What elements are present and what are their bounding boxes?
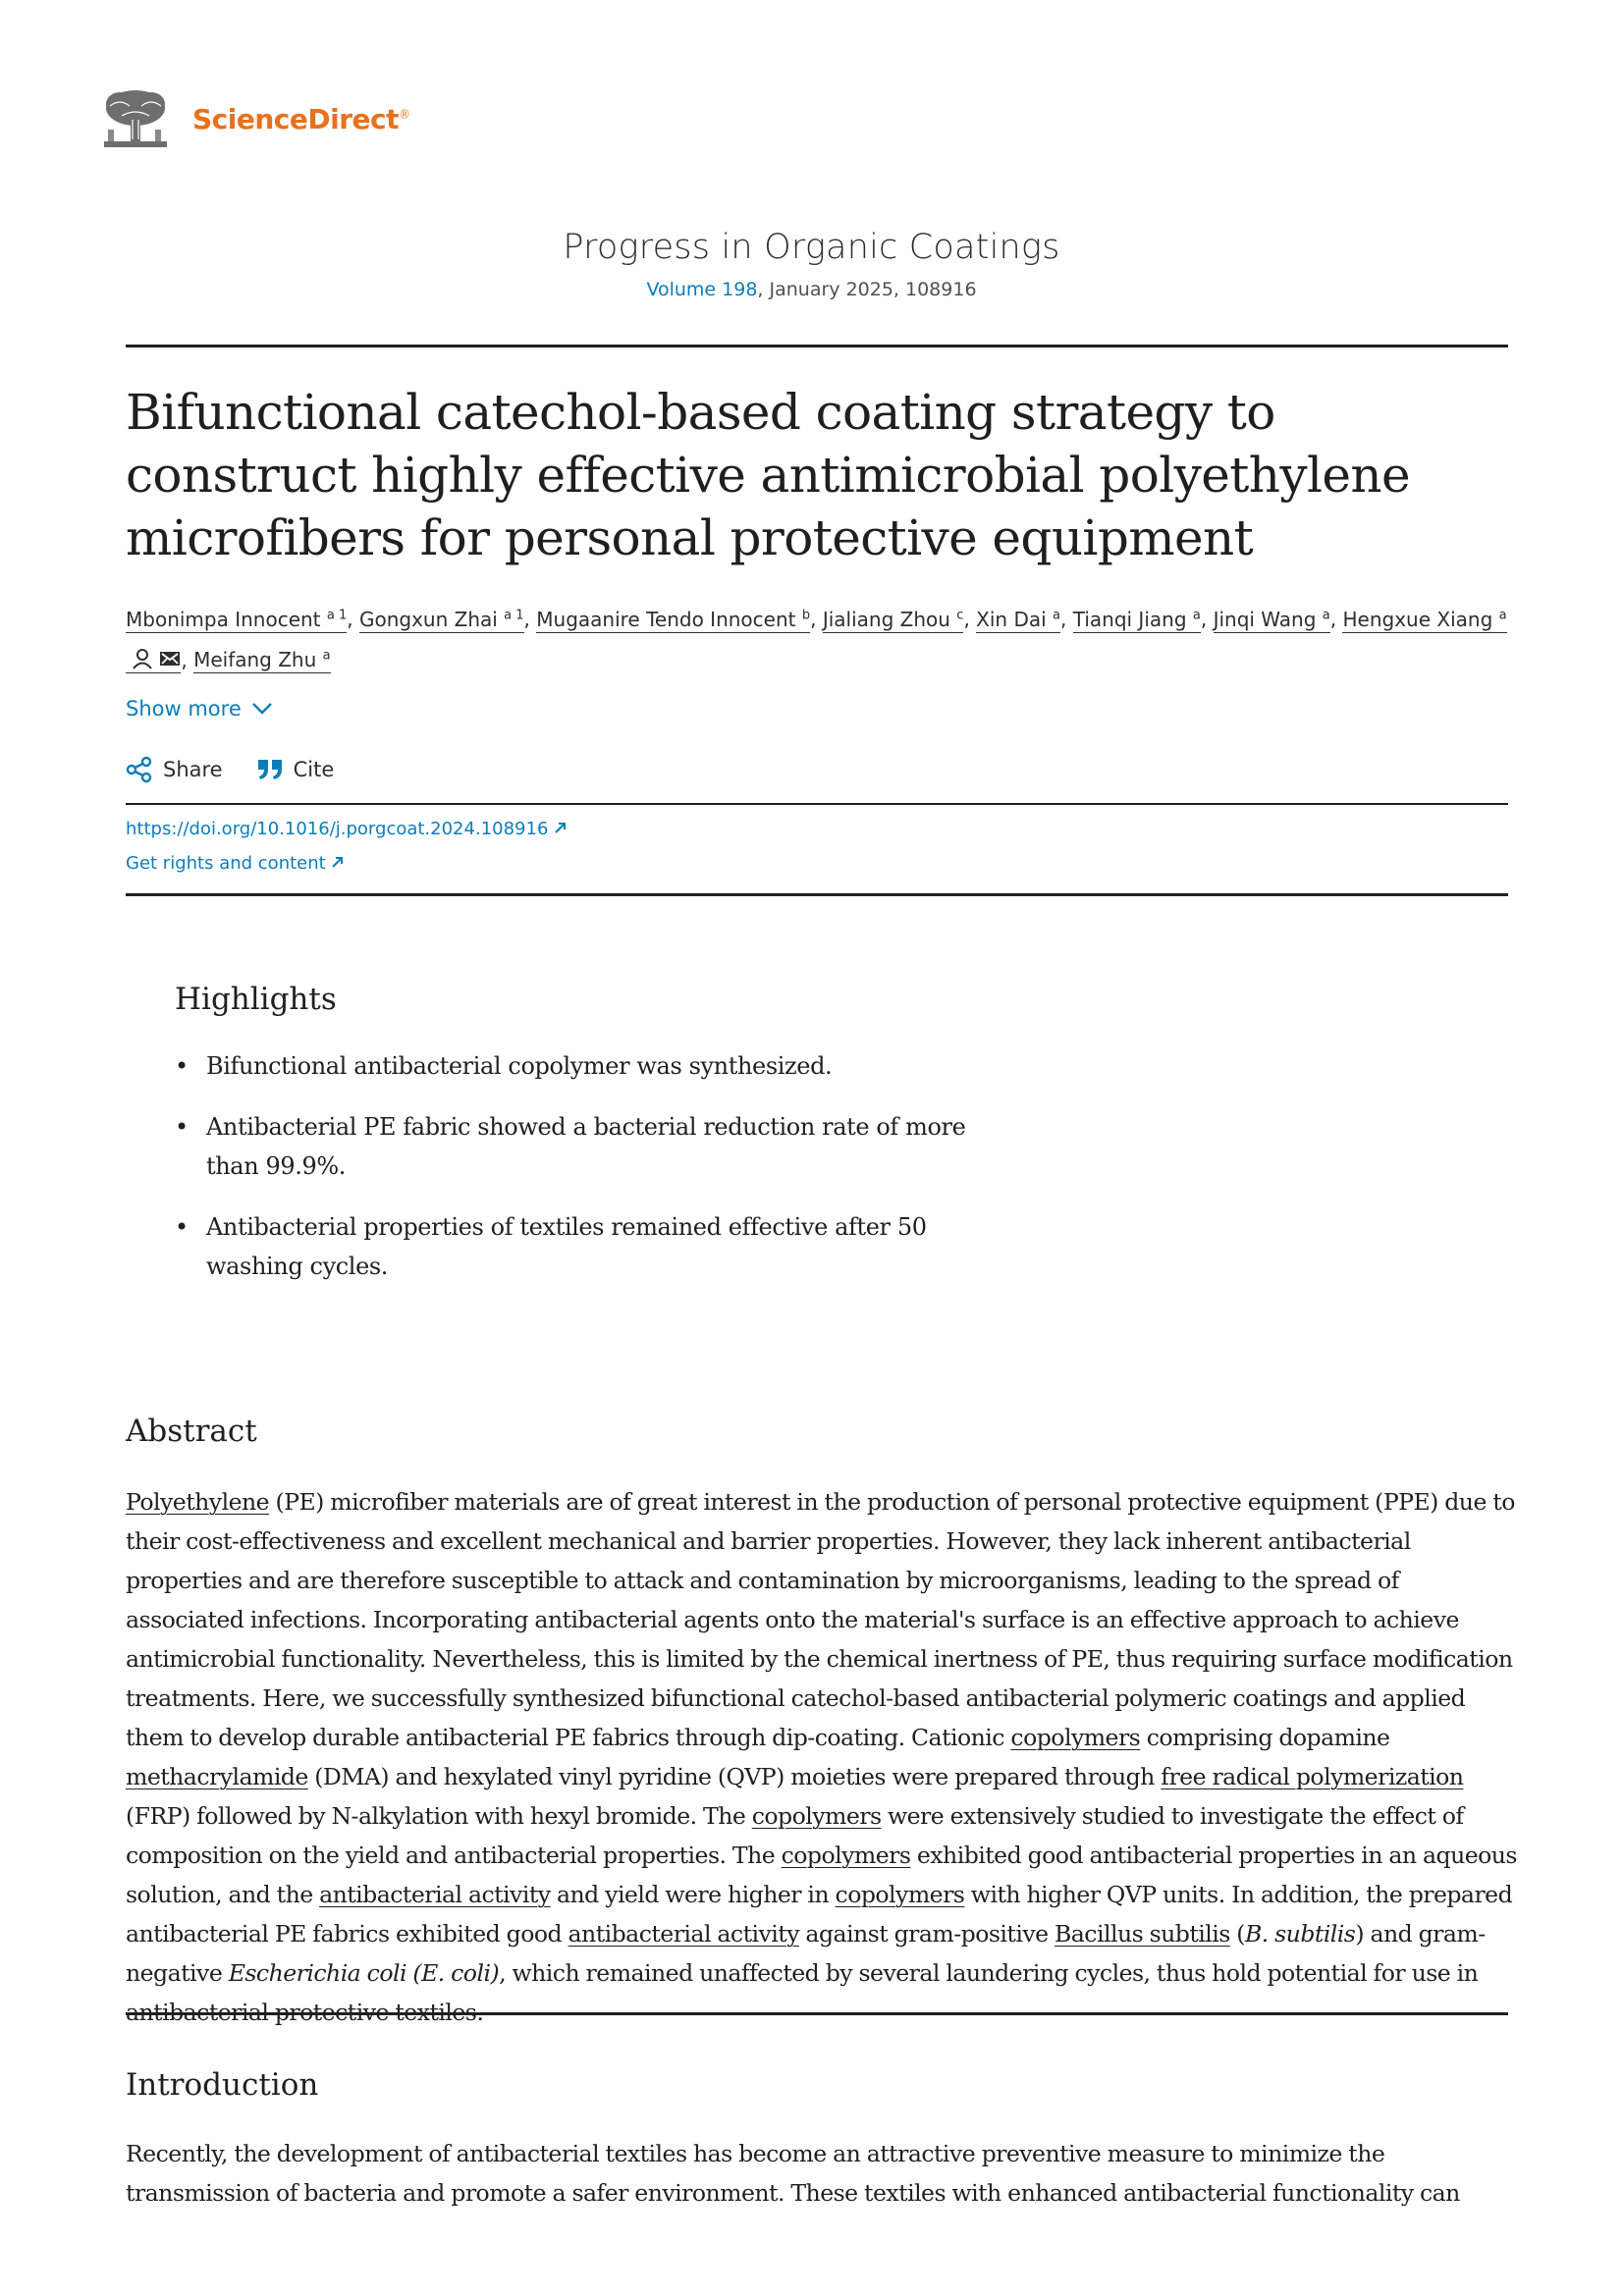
journal-title[interactable]: Progress in Organic Coatings [563, 228, 1060, 267]
issue-date: , January 2025, 108916 [757, 279, 977, 300]
elsevier-tree-icon [100, 86, 171, 151]
abstract-divider [126, 2012, 1508, 2015]
species-abbrev: B. subtilis [1244, 1920, 1356, 1948]
cite-label: Cite [293, 758, 335, 781]
highlight-item: • Bifunctional antibacterial copolymer was synthesized. [175, 1046, 1019, 1086]
actions-divider [126, 803, 1508, 805]
share-icon [126, 756, 153, 783]
term-link[interactable]: antibacterial activity [319, 1881, 551, 1908]
term-link[interactable]: methacrylamide [126, 1763, 308, 1790]
term-link[interactable]: free radical polymerization [1161, 1763, 1464, 1790]
author-link[interactable]: Tianqi Jiang $^a$ [1072, 607, 1201, 631]
highlights-list [175, 1046, 1019, 1308]
term-link[interactable]: Bacillus subtilis [1054, 1920, 1230, 1948]
sciencedirect-logo[interactable] [100, 86, 410, 151]
term-link[interactable]: copolymers [1010, 1724, 1141, 1751]
show-more-button[interactable] [126, 697, 273, 721]
term-link[interactable]: copolymers [751, 1802, 882, 1830]
person-icon [132, 648, 153, 669]
abstract-heading: Abstract [126, 1414, 257, 1449]
introduction-text: Recently, the development of antibacterial textiles has become an attractive preventive measure to minimize the transmission of bacteria and promote a safer environment. These textiles with enhanced antibacterial functionality can [126, 2140, 1460, 2207]
brand-name: ScienceDirect® [192, 102, 410, 135]
doi-link[interactable] [126, 819, 568, 839]
author-link[interactable]: Mbonimpa Innocent $^{a 1}$ [126, 607, 348, 631]
author-link[interactable]: Meifang Zhu $^a$ [193, 648, 331, 672]
author-link[interactable]: Jialiang Zhou $^c$ [822, 607, 964, 631]
author-icons [132, 641, 181, 678]
chevron-down-icon [251, 702, 273, 716]
doi-divider [126, 893, 1508, 896]
author-link[interactable]: Gongxun Zhai $^{a 1}$ [358, 607, 524, 631]
share-button[interactable] [126, 756, 223, 783]
abstract-text: Polyethylene (PE) microfiber materials are of great interest in the production of personal protective equipment (PPE) due to their cost-effectiveness and excellent mechanical and barrier properties. However, they lack inherent antibacterial properties and are therefore susceptible to attack and contamination by microorganisms, leading to the spread of associated infections. Incorporating antibacterial agents onto the material's surface is an effective approach to achieve antimicrobial functionality. Nevertheless, this is limited by the chemical inertness of PE, thus requiring surface modification treatments. Here, we successfully synthesized bifunctional catechol-based antibacterial polymeric coatings and applied them to develop durable antibacterial PE fabrics through dip-coating. Cationic copolymers comprising dopamine methacrylamide (DMA) and hexylated vinyl pyridine (QVP) moieties were prepared through free radical polymerization (FRP) followed by N-alkylation with hexyl bromide. The copolymers were extensively studied to investigate the effect of composition on the yield and antibacterial properties. The copolymers exhibited good antibacterial properties in an aqueous solution, and the antibacterial activity and yield were higher in copolymers with higher QVP units. In addition, the prepared antibacterial PE fabrics exhibited good antibacterial activity against gram-positive Bacillus subtilis (B. subtilis) and gram-negative Escherichia coli (E. coli), which remained unaffected by several laundering cycles, thus hold potential for use in antibacterial protective textiles. [126, 1488, 1517, 2026]
external-link-icon [331, 855, 345, 869]
highlight-item: • Antibacterial PE fabric showed a bacterial reduction rate of more than 99.9%. [175, 1107, 1019, 1186]
author-link[interactable]: Mugaanire Tendo Innocent $^b$ [536, 607, 811, 631]
header-divider [126, 345, 1508, 347]
article-actions [126, 756, 334, 783]
volume-info [0, 279, 1623, 300]
doi-text: https://doi.org/10.1016/j.porgcoat.2024.108916 [126, 819, 549, 839]
rights-link[interactable] [126, 853, 345, 874]
author-link[interactable]: Xin Dai $^a$ [976, 607, 1061, 631]
quote-icon [256, 758, 284, 781]
rights-text: Get rights and content [126, 853, 326, 874]
email-icon [159, 648, 181, 669]
term-link[interactable]: antibacterial activity [568, 1920, 799, 1948]
highlights-heading: Highlights [175, 982, 337, 1017]
term-link[interactable]: copolymers [835, 1881, 965, 1908]
article-title: Bifunctional catechol-based coating strategy to construct highly effective antimicrobial polyethylene microfibers for personal protective equipment [126, 384, 1410, 566]
share-label: Share [163, 758, 223, 781]
author-list: Mbonimpa Innocent $^{a 1}$, Gongxun Zhai $^{a 1}$, Mugaanire Tendo Innocent $^b$, Jialiang Zhou $^c$, Xin Dai $^a$, Tianqi Jiang $^a$, Jinqi Wang $^a$, Hengxue Xiang $^a$ , Meifang Zhu $^a$ [126, 597, 1510, 678]
author-link-corresponding[interactable]: Hengxue Xiang $^a$ [126, 608, 1507, 674]
external-link-icon [554, 821, 568, 834]
cite-button[interactable] [256, 758, 335, 781]
author-link[interactable]: Jinqi Wang $^a$ [1213, 607, 1330, 631]
introduction-heading: Introduction [126, 2067, 319, 2103]
term-link[interactable]: Polyethylene [126, 1488, 270, 1516]
volume-link[interactable]: Volume 198 [646, 279, 758, 300]
show-more-label: Show more [126, 697, 242, 721]
term-link[interactable]: copolymers [781, 1842, 911, 1869]
highlight-item: • Antibacterial properties of textiles remained effective after 50 washing cycles. [175, 1207, 1019, 1286]
species-name: Escherichia coli (E. coli) [228, 1959, 500, 1987]
